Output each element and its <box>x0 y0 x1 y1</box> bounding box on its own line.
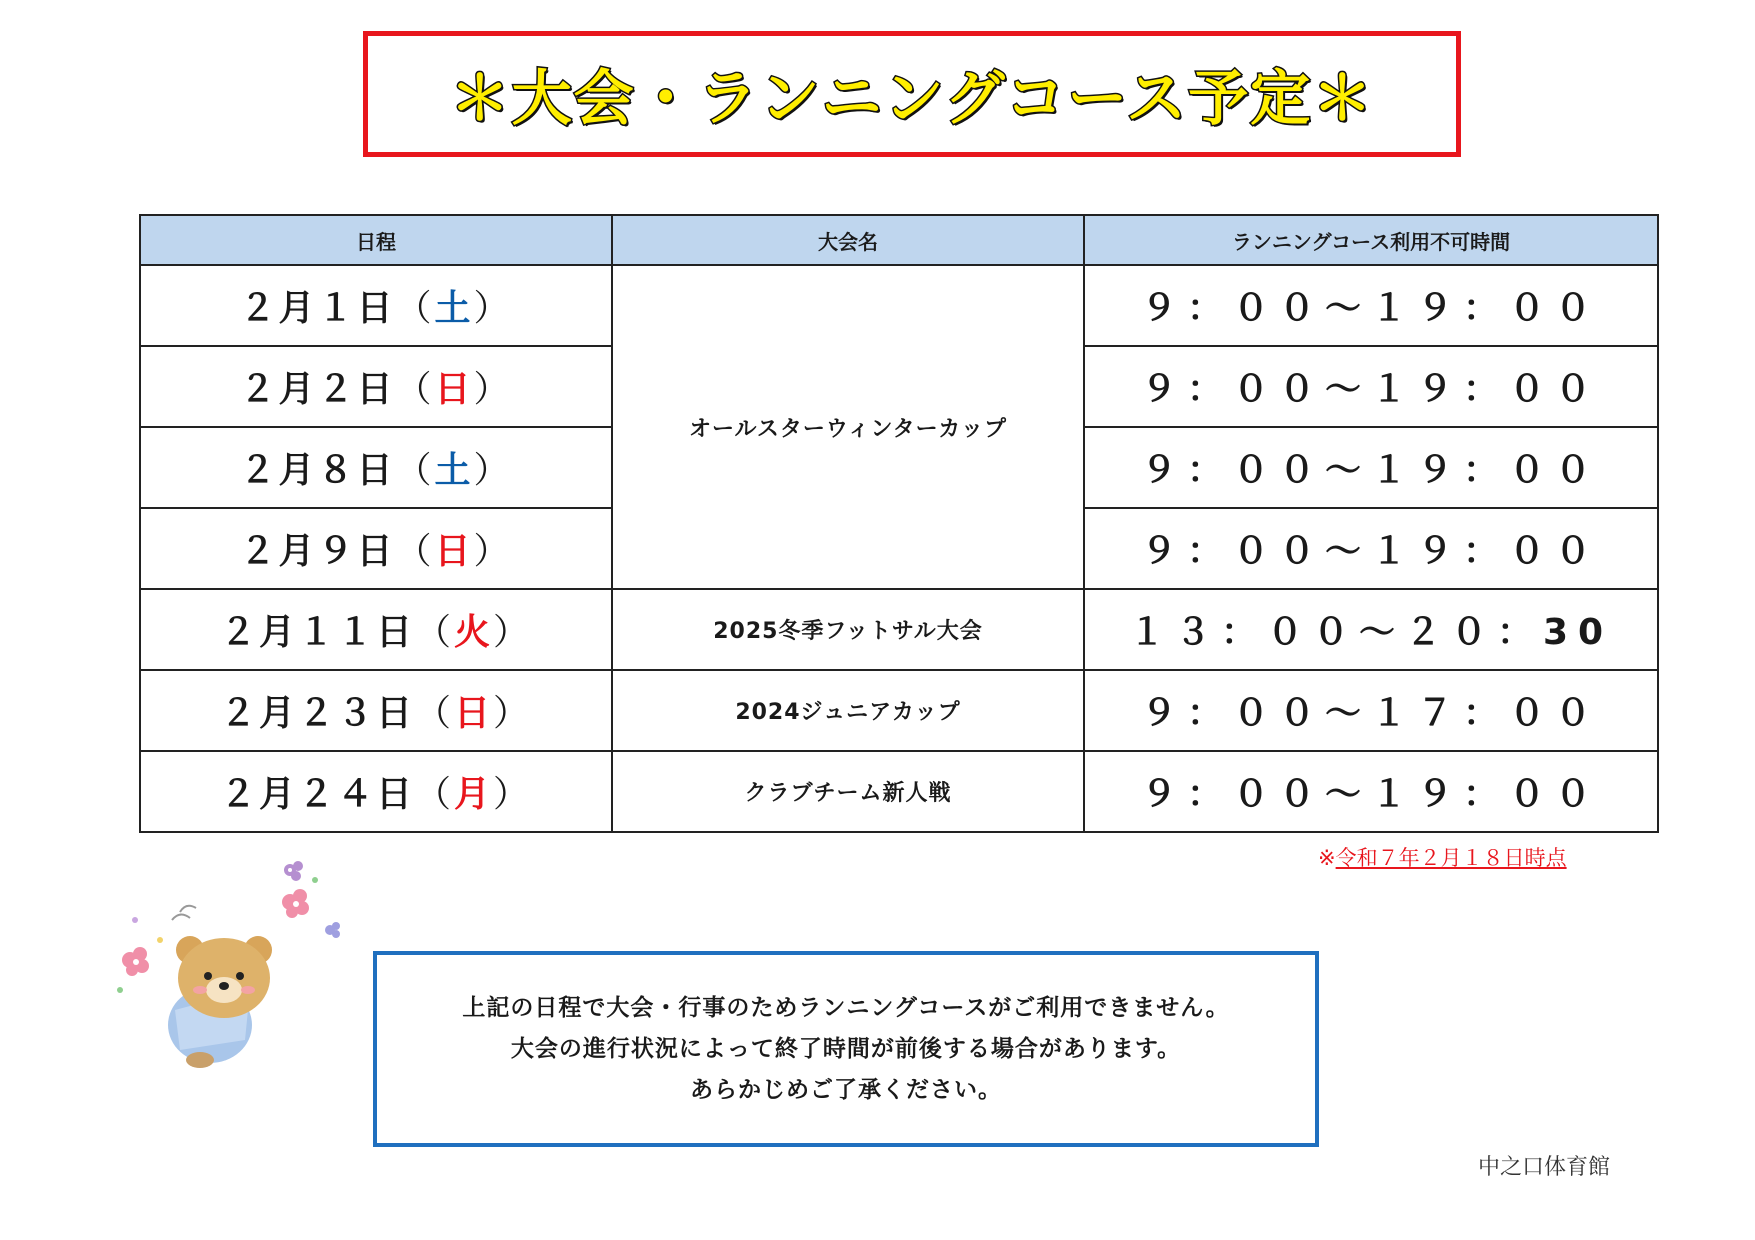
time-cell: １３：００～２０：30 <box>1084 589 1658 670</box>
date-cell: ２月２４日（月） <box>140 751 612 832</box>
date-text: ２月９日 <box>239 531 396 572</box>
header-event: 大会名 <box>612 215 1084 265</box>
date-cell: ２月１１日（火） <box>140 589 612 670</box>
table-header-row <box>140 215 1658 265</box>
bear-icon <box>168 936 272 1068</box>
page-title: ＊大会・ランニングコース予定＊ <box>449 64 1375 134</box>
table-row <box>140 670 1658 751</box>
header-date: 日程 <box>140 215 612 265</box>
time-cell: ９：００～１９：００ <box>1084 427 1658 508</box>
time-cell: ９：００～１９：００ <box>1084 751 1658 832</box>
date-cell: ２月２３日（日） <box>140 670 612 751</box>
bear-bowing-illustration <box>100 850 360 1080</box>
date-text: ２月１日 <box>239 288 396 329</box>
date-text: ２月１１日 <box>219 612 415 653</box>
notice-line: 大会の進行状況によって終了時間が前後する場合があります。 <box>510 1035 1182 1062</box>
table-row <box>140 265 1658 346</box>
time-cell: ９：００～１９：００ <box>1084 508 1658 589</box>
day-of-week: 火 <box>454 612 494 653</box>
flower-icon <box>284 861 303 881</box>
flower-icon <box>282 889 309 918</box>
event-cell: クラブチーム新人戦 <box>612 751 1084 832</box>
flower-icon <box>325 922 340 938</box>
date-cell: ２月２日（日） <box>140 346 612 427</box>
day-of-week: 日 <box>454 693 494 734</box>
day-of-week: 月 <box>454 774 494 815</box>
as-of-note <box>1318 842 1567 872</box>
time-cell: ９：００～１９：００ <box>1084 265 1658 346</box>
notice-line: あらかじめご了承ください。 <box>690 1076 1002 1103</box>
notice-line: 上記の日程で大会・行事のためランニングコースがご利用できません。 <box>462 994 1230 1021</box>
day-of-week: 日 <box>434 531 474 572</box>
date-text: ２月２日 <box>239 369 396 410</box>
date-cell: ２月９日（日） <box>140 508 612 589</box>
title-box <box>363 31 1461 157</box>
date-text: ２月２３日 <box>219 693 415 734</box>
note-mark: ※ <box>1318 846 1336 870</box>
schedule-table <box>139 214 1659 833</box>
event-cell: オールスターウィンターカップ <box>612 265 1084 589</box>
date-cell: ２月８日（土） <box>140 427 612 508</box>
day-of-week: 土 <box>434 450 474 491</box>
date-text: ２月８日 <box>239 450 396 491</box>
day-of-week: 日 <box>434 369 474 410</box>
event-cell: 2024ジュニアカップ <box>612 670 1084 751</box>
date-cell: ２月１日（土） <box>140 265 612 346</box>
event-cell: 2025冬季フットサル大会 <box>612 589 1084 670</box>
as-of-date: 令和７年２月１８日時点 <box>1335 846 1567 870</box>
venue-name: 中之口体育館 <box>1478 1155 1611 1180</box>
day-of-week: 土 <box>434 288 474 329</box>
flower-icon <box>122 947 149 976</box>
time-cell: ９：００～１９：００ <box>1084 346 1658 427</box>
time-cell: ９：００～１７：００ <box>1084 670 1658 751</box>
table-row <box>140 751 1658 832</box>
table-row <box>140 589 1658 670</box>
header-unavailable-time: ランニングコース利用不可時間 <box>1084 215 1658 265</box>
date-text: ２月２４日 <box>219 774 415 815</box>
notice-box <box>373 951 1319 1147</box>
